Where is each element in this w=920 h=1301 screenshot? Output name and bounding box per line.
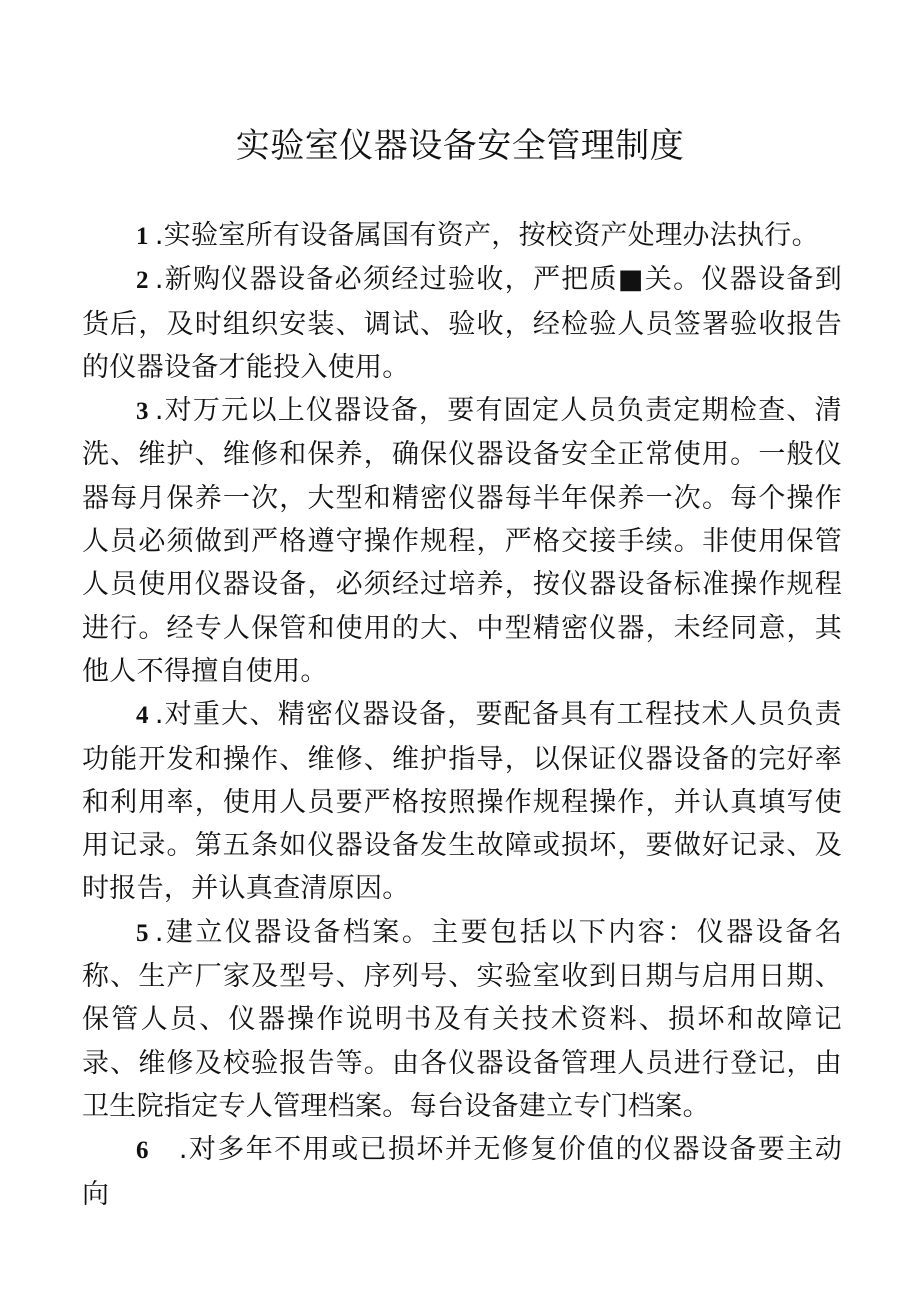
paragraph-text: .对重大、精密仪器设备，要配备具有工程技术人员负责功能开发和操作、维修、维护指导，以保证仪器设备的完好率和利用率，使用人员要严格按照操作规程操作，并认真填写使用记录。第五条如仪器设备发生故障或损坏，要做好记录、及时报告，并认真查清原因。 — [82, 699, 842, 905]
page-title: 实验室仪器设备安全管理制度 — [235, 126, 685, 166]
paragraph-number: 1 — [136, 223, 149, 250]
paragraph-text: .建立仪器设备档案。主要包括以下内容：仪器设备名称、生产厂家及型号、序列号、实验室收到日期与启用日期、保管人员、仪器操作说明书及有关技术资料、损坏和故障记录、维修及校验报告等。由各仪器设备管理人员进行登记，由卫生院指定专人管理档案。每台设备建立专门档案。 — [82, 916, 842, 1122]
paragraph-number: 4 — [136, 702, 149, 730]
paragraph-number: 6 — [136, 1137, 149, 1165]
paragraph-4 — [82, 693, 842, 910]
paragraph-text: .实验室所有设备属国有资产，按校资产处理办法执行。 — [154, 220, 819, 251]
paragraph-2 — [82, 258, 842, 389]
paragraph-text: .对万元以上仪器设备，要有固定人员负责定期检查、清洗、维护、维修和保养，确保仪器设备安全正常使用。一般仪器每月保养一次，大型和精密仪器每半年保养一次。每个操作人员必须做到严格遵守操作规程，严格交接手续。非使用保管人员使用仪器设备，必须经过培养，按仪器设备标准操作规程进行。经专人保管和使用的大、中型精密仪器，未经同意，其他人不得擅自使用。 — [82, 395, 842, 687]
document-body — [82, 214, 842, 1216]
paragraph-1 — [82, 214, 842, 258]
paragraph-text: .对多年不用或已损坏并无修复价值的仪器设备要主动向 — [82, 1134, 842, 1210]
paragraph-number: 2 — [136, 267, 149, 295]
paragraph-number: 5 — [136, 919, 149, 947]
paragraph-5 — [82, 911, 842, 1128]
paragraph-6 — [82, 1128, 842, 1216]
paragraph-3 — [82, 389, 842, 693]
paragraph-number: 3 — [136, 398, 149, 426]
paragraph-text: .新购仪器设备必须经过验收，严把质■关。仪器设备到货后，及时组织安装、调试、验收，经检验人员签署验收报告的仪器设备才能投入使用。 — [82, 264, 842, 383]
